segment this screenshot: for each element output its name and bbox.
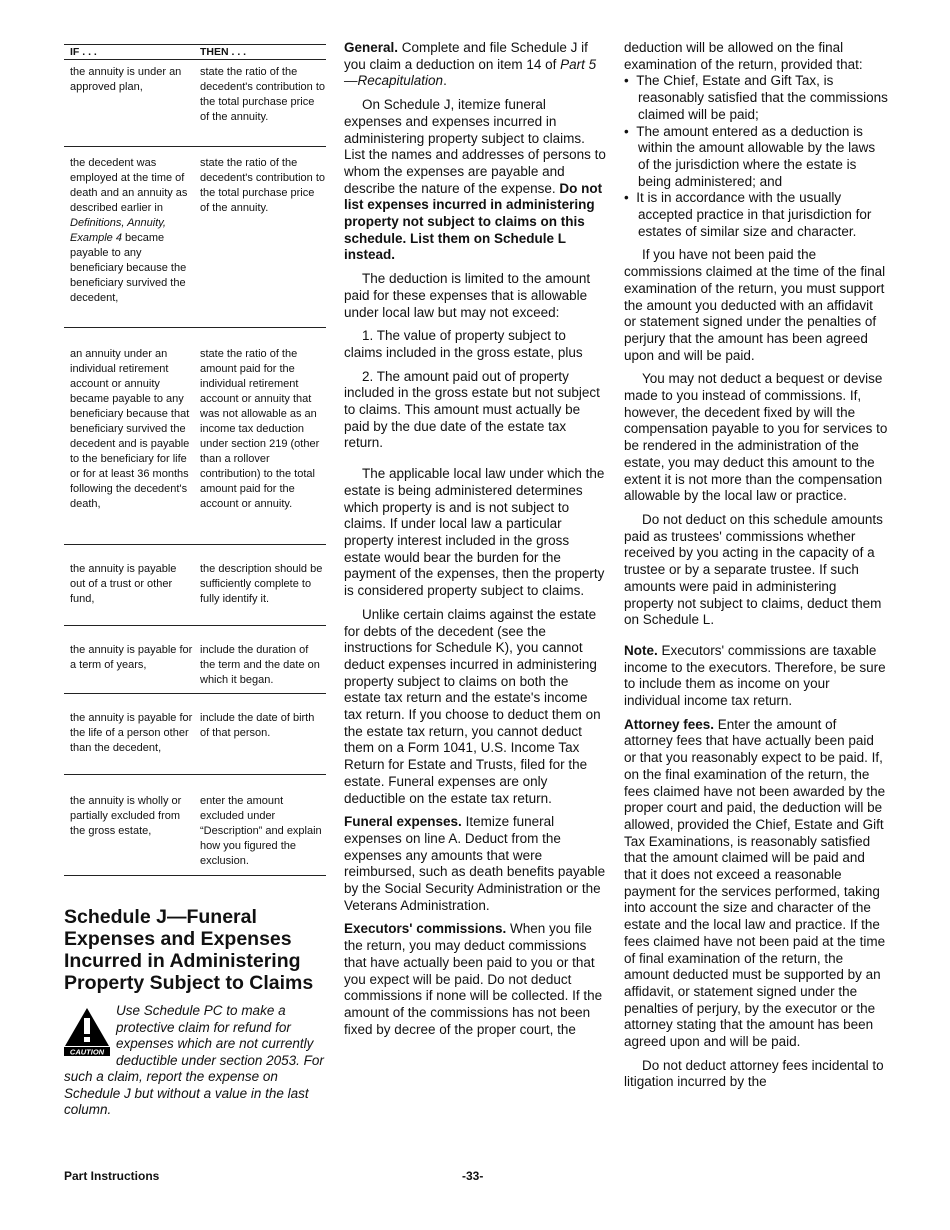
litigation-paragraph: Do not deduct attorney fees incidental to litigation incurred by the: [624, 1057, 884, 1090]
itemize-paragraph: On Schedule J, itemize funeral expenses and expenses incurred in administering property subject to claims. List the names and addresses of persons to whom the expenses are payable and describe the nature of the expense. Do not list expenses incurred in administering property not subject to claims on this schedule. List them on Schedule L instead.: [344, 97, 606, 263]
row-if: the annuity is payable for the life of a person other than the decedent,: [70, 712, 193, 754]
not-paid-paragraph: If you have not been paid the commissions claimed at the time of the final examination of the return, you must support the amount you deducted with an affidavit or statement signed under the penalties of perjury that the amount has been agreed upon and will be paid.: [624, 247, 886, 363]
annuity-table: [64, 44, 326, 876]
row-if: the annuity is wholly or partially excluded from the gross estate,: [70, 795, 182, 837]
local-law-paragraph: The applicable local law under which the estate is being administered determines which property is and is not subject to claims. If under local law a particular property interest included in the gross estate would bear the burden for the payment of the expenses, then the property is considered property subject to claims.: [344, 466, 605, 599]
general-paragraph: General. Complete and file Schedule J if you claim a deduction on item 14 of Part 5—Recapitulation.: [344, 40, 597, 89]
table-row: [64, 545, 326, 626]
unlike-claims-paragraph: Unlike certain claims against the estate for debts of the decedent (see the instructions for Schedule K), you cannot deduct expenses incurred in administering property subject to claims on both the estate tax return and the estate's income tax return. If you choose to deduct them on the estate tax return, you cannot deduct them on a Form 1041, U.S. Income Tax Return for Estate and Trusts, filed for the estate. Funeral expenses are only deductible on the estate tax return.: [344, 606, 601, 806]
executors-head: Executors' commissions.: [344, 921, 507, 937]
limit-item-2: 2. The amount paid out of property included in the gross estate but not subject to claims. This amount must actually be paid by the due date of the estate tax return.: [344, 368, 600, 451]
funeral-head: Funeral expenses.: [344, 814, 462, 830]
bullet-item: • The Chief, Estate and Gift Tax, is reasonably satisfied that the commissions claimed will be paid;: [624, 73, 888, 122]
column-3: [624, 40, 888, 1091]
funeral-paragraph: Funeral expenses. Itemize funeral expenses on line A. Deduct from the expenses any amounts that were reimbursed, such as death benefits payable by the Social Security Administration or the Veterans Administration.: [344, 814, 606, 913]
row-then: state the ratio of the decedent's contribution to the total purchase price of the annuity.: [200, 66, 326, 123]
footer-part-instructions: Part Instructions: [64, 1169, 160, 1183]
row-then: state the ratio of the decedent's contribution to the total purchase price of the annuity.: [200, 157, 326, 214]
table-row: [64, 147, 326, 328]
attorney-head: Attorney fees.: [624, 716, 715, 732]
table-row: [64, 328, 326, 545]
row-if: the annuity is under an approved plan,: [70, 66, 182, 93]
executors-paragraph: Executors' commissions. When you file the return, you may deduct commissions that have actually been paid to you or that you expect will be paid. Do not deduct commissions if none will be collected. If the amount of the commissions has not been fixed by decree of the proper court, the: [344, 921, 603, 1037]
bullet-item: • It is in accordance with the usually accepted practice in that jurisdiction for estates of similar size and character.: [624, 190, 872, 239]
row-if: an annuity under an individual retirement account or annuity became payable to any beneficiary because that beneficiary survived the decedent and is payable to the beneficiary for life or for at least 36 months following the decedent's death,: [70, 348, 190, 510]
limit-item-1: 1. The value of property subject to claims included in the gross estate, plus: [344, 328, 583, 360]
row-then: state the ratio of the amount paid for the individual retirement account or annuity that was not allowable as an income tax deduction under section 219 (other than a rollover contribution) to the total amount paid for the account or annuity.: [200, 348, 320, 510]
row-then: include the date of birth of that person.: [200, 712, 315, 739]
column-2: [344, 40, 606, 1038]
caution-icon: [64, 1006, 110, 1056]
caution-block: [64, 1003, 326, 1119]
row-then: include the duration of the term and the date on which it began.: [200, 644, 320, 686]
table-header: [64, 45, 326, 60]
caution-label: CAUTION: [69, 1047, 105, 1056]
row-if: the decedent was employed at the time of death and an annuity as described earlier in Definitions, Annuity, Example 4 became payable to any beneficiary because the beneficiary survived the decedent,: [70, 157, 188, 304]
note-head: Note.: [624, 642, 658, 658]
trustees-paragraph: Do not deduct on this schedule amounts paid as trustees' commissions whether received by you acting in the capacity of a trustee or by a separate trustee. If such amounts were paid in administering property not subject to claims, deduct them on Schedule L.: [624, 511, 883, 628]
caution-text: Use Schedule PC to make a protective claim for refund for expenses which are not currently deductible under section 2053. For such a claim, report the expense on Schedule J but without a value in the last column.: [64, 1003, 324, 1117]
row-then: enter the amount excluded under “Description” and explain how you figured the exclusion.: [200, 795, 322, 867]
schedule-j-heading: Schedule J—Funeral Expenses and Expenses Incurred in Administering Property Subject to Claims: [64, 906, 314, 994]
row-if: the annuity is payable for a term of years,: [70, 644, 193, 671]
attorney-paragraph: Attorney fees. Enter the amount of attorney fees that have actually been paid or that you reasonably expect to be paid. If, on the final examination of the return, the fees claimed have not been awarded by the proper court and paid, the deduction will be allowed, provided the Chief, Estate and Gift Tax Examinations, is reasonably satisfied that the amount claimed will be paid and that it does not exceed a reasonable payment for the services performed, taking into account the size and character of the estate and the local law and practice. If the fees claimed have not been paid at the time of final examination of the return, the amount deducted must be supported by an affidavit, or statement signed under the penalties of perjury, by the executor or the attorney stating that the amount has been agreed upon and will be paid.: [624, 716, 886, 1050]
header-if: IF . . .: [70, 46, 97, 58]
general-head: General.: [344, 40, 399, 55]
row-if: the annuity is payable out of a trust or other fund,: [70, 563, 177, 605]
table-row: [64, 626, 326, 694]
table-row: [64, 775, 326, 876]
limit-paragraph: The deduction is limited to the amount paid for these expenses that is allowable under local law but may not exceed:: [344, 271, 591, 320]
deduction-paragraph: deduction will be allowed on the final examination of the return, provided that:: [624, 40, 863, 72]
header-then: THEN . . .: [200, 46, 247, 58]
page-number: -33-: [462, 1169, 484, 1183]
note-paragraph: Note. Executors' commissions are taxable income to the executors. Therefore, be sure to include them as income on your individual income tax return.: [624, 642, 886, 709]
bullet-item: • The amount entered as a deduction is within the amount allowable by the laws of the jurisdiction where the estate is being administered; and: [624, 123, 876, 189]
row-then: the description should be sufficiently complete to fully identify it.: [200, 563, 323, 605]
bequest-paragraph: You may not deduct a bequest or devise made to you instead of commissions. If, however, the decedent fixed by will the compensation payable to you for services to be rendered in the administration of the estate, you may deduct this amount to the extent it is not more than the compensation allowable by the local law or practice.: [624, 371, 888, 504]
table-row: [64, 694, 326, 775]
table-row: [64, 60, 326, 147]
